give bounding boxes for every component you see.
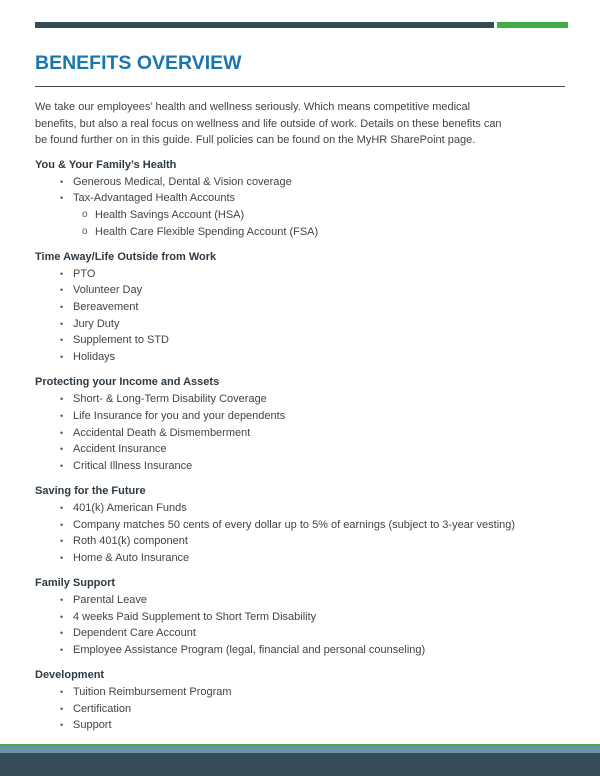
list-item-text: 401(k) American Funds bbox=[73, 501, 187, 514]
bullet-icon: • bbox=[60, 519, 64, 530]
benefit-list bbox=[35, 592, 575, 659]
list-item-text: Employee Assistance Program (legal, financial and personal counseling) bbox=[73, 643, 426, 656]
list-item-text: Certification bbox=[73, 702, 132, 715]
list-item bbox=[35, 458, 575, 475]
sub-list-item bbox=[35, 224, 575, 241]
footer-light-stripe bbox=[0, 746, 600, 753]
bullet-icon: • bbox=[60, 686, 64, 697]
list-item-text: PTO bbox=[73, 267, 96, 280]
benefit-section bbox=[35, 157, 575, 240]
list-item bbox=[35, 190, 575, 207]
section-spacer bbox=[35, 475, 575, 484]
benefit-list bbox=[35, 266, 575, 366]
list-item-text: Parental Leave bbox=[73, 593, 147, 606]
bullet-icon: • bbox=[60, 193, 64, 204]
section-heading: Family Support bbox=[35, 577, 116, 590]
list-item-text: Support bbox=[73, 719, 112, 732]
list-item bbox=[35, 642, 575, 659]
list-item bbox=[35, 517, 575, 534]
list-item-text: Dependent Care Account bbox=[73, 627, 196, 640]
benefit-list bbox=[35, 174, 575, 241]
bullet-icon: • bbox=[60, 268, 64, 279]
list-item-text: Volunteer Day bbox=[73, 284, 143, 297]
bullet-icon: • bbox=[60, 460, 64, 471]
bullet-icon: • bbox=[60, 703, 64, 714]
list-item bbox=[35, 717, 575, 734]
bullet-icon: • bbox=[60, 594, 64, 605]
list-item bbox=[35, 625, 575, 642]
list-item bbox=[35, 592, 575, 609]
benefit-list bbox=[35, 391, 575, 474]
bullet-icon: • bbox=[60, 335, 64, 346]
list-item-text: Generous Medical, Dental & Vision coverage bbox=[73, 175, 292, 188]
benefit-section bbox=[35, 483, 575, 566]
list-item bbox=[35, 282, 575, 299]
list-item bbox=[35, 332, 575, 349]
benefits-sections bbox=[35, 157, 575, 734]
bullet-icon: • bbox=[60, 285, 64, 296]
circle-bullet-icon: o bbox=[82, 209, 88, 221]
list-item bbox=[35, 550, 575, 567]
header-dark-bar bbox=[35, 22, 494, 28]
list-item-text: Home & Auto Insurance bbox=[73, 551, 190, 564]
section-heading: Development bbox=[35, 669, 105, 682]
list-item-text: Company matches 50 cents of every dollar up to 5% of earnings (subject to 3-year vesting) bbox=[73, 518, 516, 531]
bullet-icon: • bbox=[60, 427, 64, 438]
bullet-icon: • bbox=[60, 444, 64, 455]
list-item-text: Health Care Flexible Spending Account (FSA) bbox=[95, 225, 319, 238]
bullet-icon: • bbox=[60, 176, 64, 187]
list-item-text: Tax-Advantaged Health Accounts bbox=[73, 192, 236, 205]
section-spacer bbox=[35, 659, 575, 668]
list-item bbox=[35, 391, 575, 408]
footer-dark-band bbox=[0, 753, 600, 776]
header-green-bar bbox=[497, 22, 568, 28]
bullet-icon: • bbox=[60, 720, 64, 731]
list-item-text: Roth 401(k) component bbox=[73, 535, 188, 548]
list-item-text: Health Savings Account (HSA) bbox=[95, 209, 245, 222]
section-heading: Protecting your Income and Assets bbox=[35, 376, 220, 389]
list-item-text: Bereavement bbox=[73, 301, 139, 314]
bullet-icon: • bbox=[60, 628, 64, 639]
title-divider bbox=[35, 86, 565, 87]
list-item-text: Critical Illness Insurance bbox=[73, 459, 193, 472]
bullet-icon: • bbox=[60, 394, 64, 405]
bullet-icon: • bbox=[60, 410, 64, 421]
list-item-text: Accident Insurance bbox=[73, 443, 167, 456]
list-item-text: Supplement to STD bbox=[73, 334, 169, 347]
list-item bbox=[35, 701, 575, 718]
list-item bbox=[35, 441, 575, 458]
bullet-icon: • bbox=[60, 536, 64, 547]
section-heading: Saving for the Future bbox=[35, 485, 146, 498]
bullet-icon: • bbox=[60, 352, 64, 363]
list-item bbox=[35, 533, 575, 550]
list-item bbox=[35, 684, 575, 701]
benefit-list bbox=[35, 684, 575, 734]
list-item-text: Tuition Reimbursement Program bbox=[73, 685, 232, 698]
list-item bbox=[35, 609, 575, 626]
list-item-text: Accidental Death & Dismemberment bbox=[73, 426, 251, 439]
sub-list-item bbox=[35, 207, 575, 224]
list-item bbox=[35, 174, 575, 191]
benefit-section bbox=[35, 667, 575, 734]
list-item-text: Holidays bbox=[73, 351, 116, 364]
bullet-icon: • bbox=[60, 502, 64, 513]
list-item bbox=[35, 349, 575, 366]
list-item-text: Life Insurance for you and your dependents bbox=[73, 409, 286, 422]
bullet-icon: • bbox=[60, 318, 64, 329]
list-item bbox=[35, 266, 575, 283]
bullet-icon: • bbox=[60, 302, 64, 313]
benefit-section bbox=[35, 575, 575, 658]
list-item bbox=[35, 408, 575, 425]
benefit-list bbox=[35, 500, 575, 567]
circle-bullet-icon: o bbox=[82, 225, 88, 237]
section-spacer bbox=[35, 567, 575, 576]
section-spacer bbox=[35, 240, 575, 249]
list-item bbox=[35, 299, 575, 316]
benefit-section bbox=[35, 374, 575, 474]
list-item bbox=[35, 500, 575, 517]
list-item bbox=[35, 316, 575, 333]
bullet-icon: • bbox=[60, 552, 64, 563]
list-item-text: 4 weeks Paid Supplement to Short Term Disability bbox=[73, 610, 317, 623]
benefit-section bbox=[35, 249, 575, 366]
section-spacer bbox=[35, 366, 575, 375]
bullet-icon: • bbox=[60, 611, 64, 622]
intro-paragraph: We take our employees’ health and wellness seriously. Which means competitive medical benefits, but also a real focus on wellness and life outside of work. Details on these benefits can be found further on in this guide. Full policies can be found on the MyHR SharePoint page. bbox=[35, 101, 502, 147]
bullet-icon: • bbox=[60, 644, 64, 655]
list-item-text: Short- & Long-Term Disability Coverage bbox=[73, 393, 267, 406]
list-item-text: Jury Duty bbox=[73, 317, 120, 330]
section-heading: Time Away/Life Outside from Work bbox=[35, 251, 217, 264]
list-item bbox=[35, 425, 575, 442]
section-heading: You & Your Family’s Health bbox=[35, 159, 177, 171]
page-title: BENEFITS OVERVIEW bbox=[35, 52, 242, 74]
